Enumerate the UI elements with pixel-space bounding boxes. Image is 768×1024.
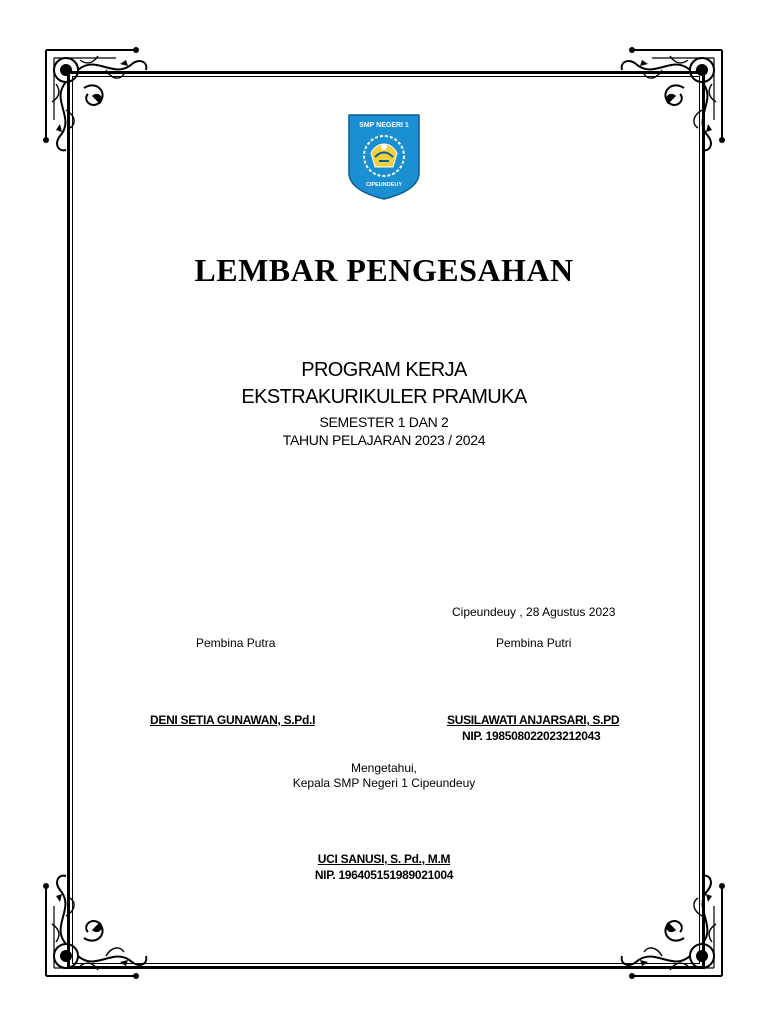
right-signer-name: SUSILAWATI ANJARSARI, S.PD [447,713,620,727]
head-signer-role: Kepala SMP Negeri 1 Cipeundeuy [292,776,476,790]
school-logo [345,111,423,201]
left-signer-role: Pembina Putra [196,636,276,650]
left-signer-name: DENI SETIA GUNAWAN, S.Pd.I [150,713,316,727]
place-date: Cipeundeuy , 28 Agustus 2023 [452,605,616,619]
page-border-inner [72,76,700,964]
program-name: EKSTRAKURIKULER PRAMUKA [241,386,527,408]
ornament-corner-top-left [36,40,166,170]
logo-top-text: SMP NEGERI 1 [359,122,409,129]
semester-text: SEMESTER 1 DAN 2 [319,414,449,430]
program-title: PROGRAM KERJA [301,359,467,381]
acknowledged-label: Mengetahui, [350,761,418,775]
head-signer-nip: NIP. 196405151989021004 [314,868,454,882]
head-signer-name: UCI SANUSI, S. Pd., M.M [317,852,451,866]
logo-bottom-text: CIPEUNDEUY [365,182,403,188]
right-signer-nip: NIP. 198508022023212043 [462,729,601,743]
academic-year-text: TAHUN PELAJARAN 2023 / 2024 [282,432,486,448]
ornament-corner-top-right [602,40,732,170]
right-signer-role: Pembina Putri [496,636,572,650]
document-title: LEMBAR PENGESAHAN [194,252,574,288]
